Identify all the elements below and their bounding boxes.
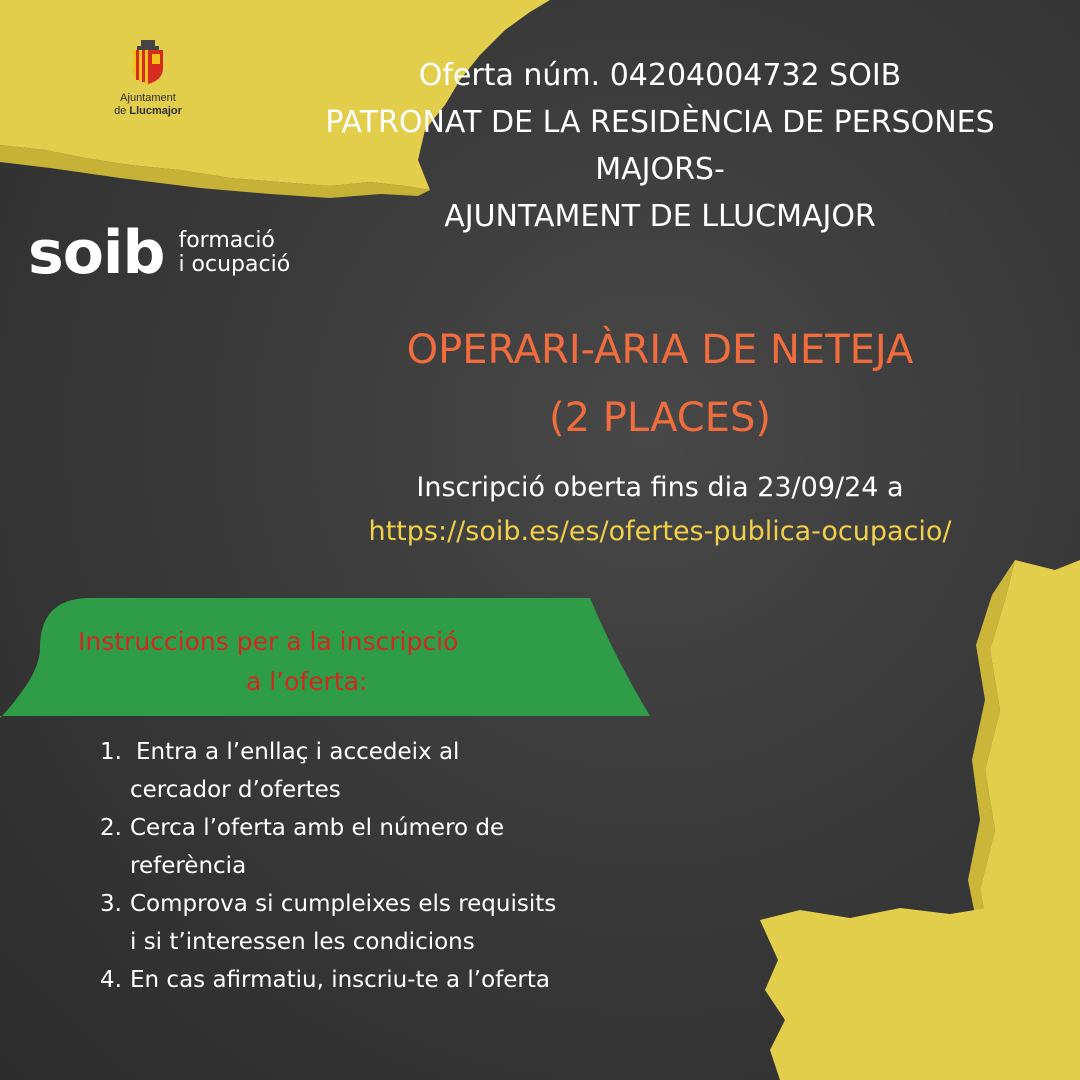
step-item: 4. En cas afirmatiu, inscriu-te a l’oferta bbox=[100, 967, 550, 993]
soib-tagline: formació i ocupació bbox=[178, 228, 291, 277]
job-title bbox=[240, 316, 1080, 452]
step-item: 1. Entra a l’enllaç i accedeix al cercador d’ofertes bbox=[100, 739, 460, 803]
ajuntament-label: Ajuntament bbox=[120, 92, 176, 104]
inscription-link[interactable]: https://soib.es/es/ofertes-publica-ocupacio/ bbox=[368, 516, 952, 547]
offer-number: Oferta núm. 04204004732 SOIB bbox=[418, 58, 902, 93]
instruction-steps bbox=[100, 733, 720, 999]
step-item: 3. Comprova si cumpleixes els requisits i si t’interessen les condicions bbox=[100, 891, 557, 955]
step-item: 2. Cerca l’oferta amb el número de referència bbox=[100, 815, 505, 879]
llucmajor-label: de Llucmajor bbox=[114, 105, 182, 117]
ajuntament-shield-icon bbox=[129, 40, 167, 84]
employer-line2: MAJORS- bbox=[595, 152, 725, 187]
inscription-info bbox=[240, 466, 1080, 554]
ajuntament-logo bbox=[98, 40, 198, 118]
job-title-line1: OPERARI-ÀRIA DE NETEJA bbox=[406, 327, 914, 373]
soib-brand: soib bbox=[28, 218, 165, 288]
employer-line3: AJUNTAMENT DE LLUCMAJOR bbox=[444, 199, 876, 234]
employer-line1: PATRONAT DE LA RESIDÈNCIA DE PERSONES bbox=[325, 105, 995, 140]
offer-header bbox=[230, 52, 1080, 240]
inscription-deadline: Inscripció oberta fins dia 23/09/24 a bbox=[416, 472, 904, 503]
instructions-title: Instruccions per a la inscripció a l’oferta: bbox=[78, 627, 459, 696]
job-places: (2 PLACES) bbox=[549, 395, 771, 441]
tape-bottom-right bbox=[740, 880, 1080, 1080]
